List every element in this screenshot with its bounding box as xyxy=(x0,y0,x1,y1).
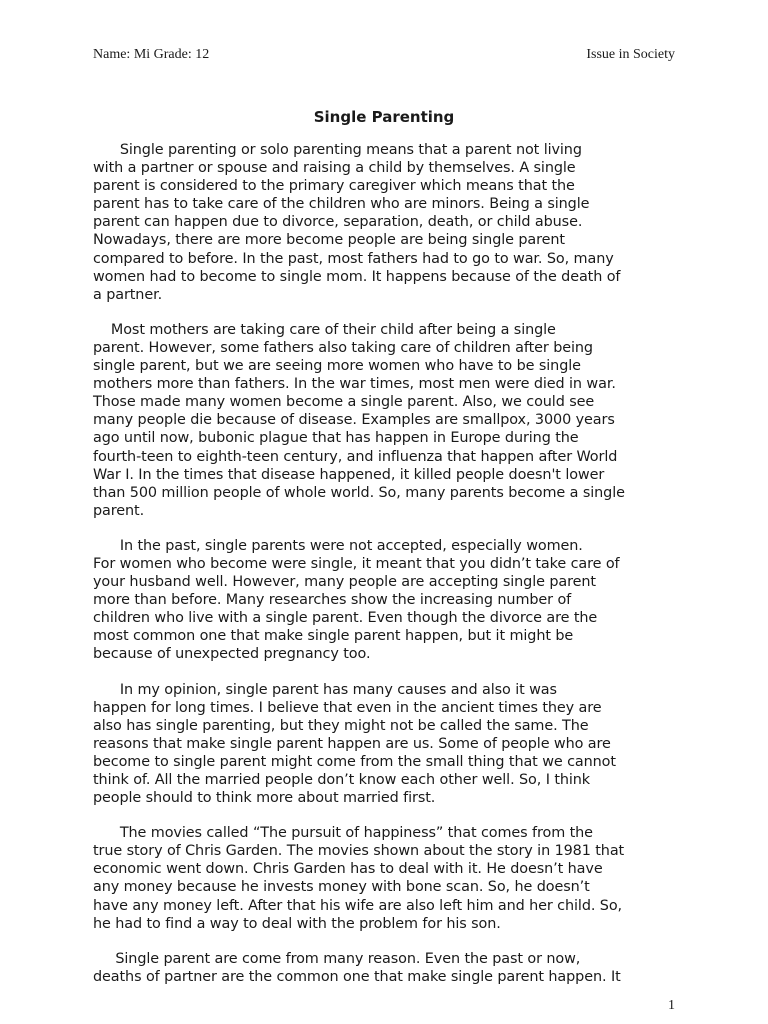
paragraph-line: ago until now, bubonic plague that has happen in Europe during the xyxy=(93,430,579,447)
paragraph-line: parent. However, some fathers also taking care of children after being xyxy=(93,339,593,356)
paragraph-line: become to single parent might come from the small thing that we cannot xyxy=(93,753,616,770)
paragraph-line: he had to find a way to deal with the problem for his son. xyxy=(93,915,501,932)
paragraph-line: Single parenting or solo parenting means that a parent not living xyxy=(93,142,582,158)
header-name-grade: Name: Mi Grade: 12 xyxy=(93,47,210,62)
page-number: 1 xyxy=(668,998,675,1013)
paragraph-line: reasons that make single parent happen are us. Some of people who are xyxy=(93,735,611,752)
paragraph-line: single parent, but we are seeing more women who have to be single xyxy=(93,358,581,375)
paragraph-line: think of. All the married people don’t know each other well. So, I think xyxy=(93,772,591,788)
paragraph-line: than 500 million people of whole world. So, many parents become a single xyxy=(93,484,625,501)
paragraph-line: In my opinion, single parent has many causes and also it was xyxy=(93,681,557,698)
paragraph-line: with a partner or spouse and raising a child by themselves. A single xyxy=(93,160,576,177)
paragraph-line: Single parent are come from many reason. Even the past or now, xyxy=(93,950,581,967)
document-body xyxy=(93,141,675,1003)
paragraph-line: deaths of partner are the common one that make single parent happen. It xyxy=(93,968,621,985)
paragraph-line: have any money left. After that his wife are also left him and her child. So, xyxy=(93,897,623,914)
paragraph-line: economic went down. Chris Garden has to deal with it. He doesn’t have xyxy=(93,861,603,878)
paragraph-line: parent. xyxy=(93,502,145,519)
paragraph-line: people should to think more about married first. xyxy=(93,790,436,807)
paragraph xyxy=(93,141,675,304)
header-course: Issue in Society xyxy=(586,47,675,62)
paragraph-line: also has single parenting, but they might not be called the same. The xyxy=(93,717,589,734)
paragraph-line: War I. In the times that disease happened, it killed people doesn't lower xyxy=(93,466,605,483)
paragraph xyxy=(93,321,675,520)
paragraph-line: true story of Chris Garden. The movies shown about the story in 1981 that xyxy=(93,843,625,860)
paragraph-line: your husband well. However, many people are accepting single parent xyxy=(93,574,596,591)
paragraph xyxy=(93,681,675,808)
paragraph-line: most common one that make single parent happen, but it might be xyxy=(93,628,574,645)
paragraph-line: compared to before. In the past, most fathers had to go to war. So, many xyxy=(93,250,614,267)
paragraph-line: parent has to take care of the children who are minors. Being a single xyxy=(93,196,590,213)
paragraph-line: happen for long times. I believe that even in the ancient times they are xyxy=(93,699,602,716)
paragraph-line: In the past, single parents were not accepted, especially women. xyxy=(93,537,583,554)
paragraph-line: a partner. xyxy=(93,286,163,303)
paragraph-line: For women who become were single, it meant that you didn’t take care of xyxy=(93,555,620,572)
document-title: Single Parenting xyxy=(313,108,455,126)
paragraph-line: parent is considered to the primary caregiver which means that the xyxy=(93,178,575,195)
paragraph xyxy=(93,824,675,933)
paragraph-line: Nowadays, there are more become people are being single parent xyxy=(93,232,565,249)
paragraph xyxy=(93,537,675,664)
paragraph-line: women had to become to single mom. It happens because of the death of xyxy=(93,268,621,285)
paragraph-line: many people die because of disease. Examples are smallpox, 3000 years xyxy=(93,412,615,429)
paragraph-line: fourth-teen to eighth-teen century, and influenza that happen after World xyxy=(93,448,618,465)
paragraph xyxy=(93,950,675,986)
paragraph-line: Most mothers are taking care of their child after being a single xyxy=(93,321,556,338)
paragraph-line: Those made many women become a single parent. Also, we could see xyxy=(93,394,595,411)
paragraph-line: any money because he invests money with bone scan. So, he doesn’t xyxy=(93,879,590,896)
paragraph-line: The movies called “The pursuit of happiness” that comes from the xyxy=(93,825,593,842)
paragraph-line: parent can happen due to divorce, separation, death, or child abuse. xyxy=(93,214,583,231)
paragraph-line: mothers more than fathers. In the war times, most men were died in war. xyxy=(93,376,616,393)
paragraph-line: children who live with a single parent. Even though the divorce are the xyxy=(93,610,598,627)
paragraph-line: because of unexpected pregnancy too. xyxy=(93,646,371,663)
paragraph-line: more than before. Many researches show the increasing number of xyxy=(93,592,572,609)
